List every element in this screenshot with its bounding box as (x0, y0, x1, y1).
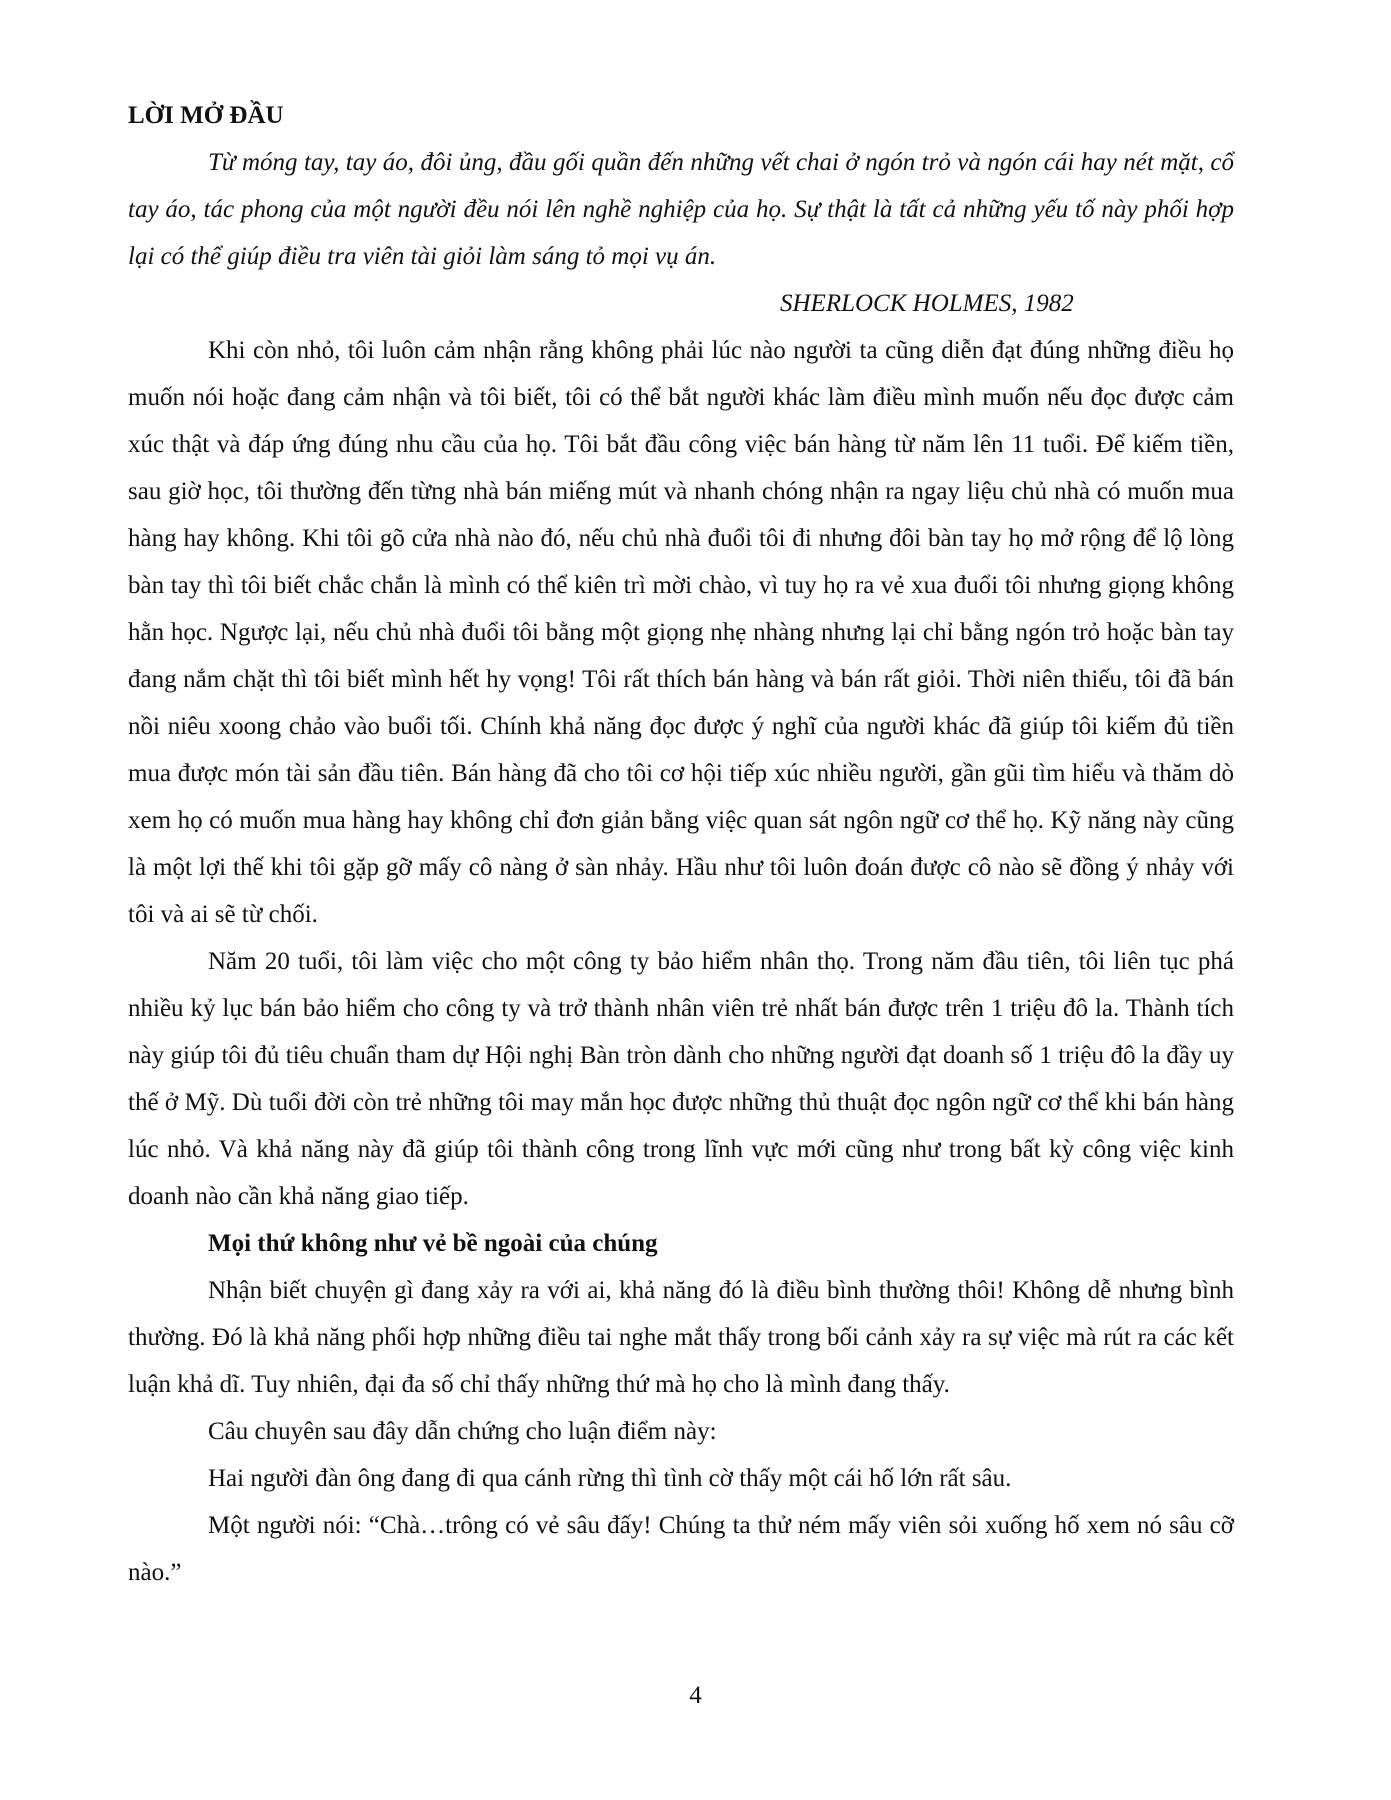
epigraph: Từ móng tay, tay áo, đôi ủng, đầu gối quần đến những vết chai ở ngón trỏ và ngón cái hay nét mặt, cổ tay áo, tác phong của một người đều nói lên nghề nghiệp của họ. Sự thật là tất cả những yếu tố này phối hợp lại có thể giúp điều tra viên tài giỏi làm sáng tỏ mọi vụ án. (128, 149, 1234, 270)
paragraph: Hai người đàn ông đang đi qua cánh rừng thì tình cờ thấy một cái hố lớn rất sâu. (208, 1465, 1012, 1492)
paragraph: Năm 20 tuổi, tôi làm việc cho một công ty bảo hiểm nhân thọ. Trong năm đầu tiên, tôi liên tục phá nhiều kỷ lục bán bảo hiểm cho công ty và trở thành nhân viên trẻ nhất bán được trên 1 triệu đô la. Thành tích này giúp tôi đủ tiêu chuẩn tham dự Hội nghị Bàn tròn dành cho những người đạt doanh số 1 triệu đô la đầy uy thế ở Mỹ. Dù tuổi đời còn trẻ những tôi may mắn học được những thủ thuật đọc ngôn ngữ cơ thể khi bán hàng lúc nhỏ. Và khả năng này đã giúp tôi thành công trong lĩnh vực mới cũng như trong bất kỳ công việc kinh doanh nào cần khả năng giao tiếp. (128, 948, 1234, 1210)
section-heading: LỜI MỞ ĐẦU (128, 102, 284, 129)
subsection-heading: Mọi thứ không như vẻ bề ngoài của chúng (208, 1230, 658, 1257)
page-number: 4 (689, 1682, 702, 1709)
paragraph: Nhận biết chuyện gì đang xảy ra với ai, khả năng đó là điều bình thường thôi! Không dễ nhưng bình thường. Đó là khả năng phối hợp những điều tai nghe mắt thấy trong bối cảnh xảy ra sự việc mà rút ra các kết luận khả dĩ. Tuy nhiên, đại đa số chỉ thấy những thứ mà họ cho là mình đang thấy. (128, 1277, 1234, 1398)
paragraph: Câu chuyên sau đây dẫn chứng cho luận điểm này: (208, 1418, 717, 1445)
paragraph: Một người nói: “Chà…trông có vẻ sâu đấy! Chúng ta thử ném mấy viên sỏi xuống hố xem nó sâu cỡ nào.” (128, 1512, 1234, 1586)
epigraph-attribution: SHERLOCK HOLMES, 1982 (780, 290, 1074, 317)
paragraph: Khi còn nhỏ, tôi luôn cảm nhận rằng không phải lúc nào người ta cũng diễn đạt đúng những điều họ muốn nói hoặc đang cảm nhận và tôi biết, tôi có thể bắt người khác làm điều mình muốn nếu đọc được cảm xúc thật và đáp ứng đúng nhu cầu của họ. Tôi bắt đầu công việc bán hàng từ năm lên 11 tuổi. Để kiếm tiền, sau giờ học, tôi thường đến từng nhà bán miếng mút và nhanh chóng nhận ra ngay liệu chủ nhà có muốn mua hàng hay không. Khi tôi gõ cửa nhà nào đó, nếu chủ nhà đuổi tôi đi nhưng đôi bàn tay họ mở rộng để lộ lòng bàn tay thì tôi biết chắc chắn là mình có thể kiên trì mời chào, vì tuy họ ra vẻ xua đuổi tôi nhưng giọng không hằn học. Ngược lại, nếu chủ nhà đuổi tôi bằng một giọng nhẹ nhàng nhưng lại chỉ bằng ngón trỏ hoặc bàn tay đang nắm chặt thì tôi biết mình hết hy vọng! Tôi rất thích bán hàng và bán rất giỏi. Thời niên thiếu, tôi đã bán nồi niêu xoong chảo vào buổi tối. Chính khả năng đọc được ý nghĩ của người khác đã giúp tôi kiếm đủ tiền mua được món tài sản đầu tiên. Bán hàng đã cho tôi cơ hội tiếp xúc nhiều người, gần gũi tìm hiểu và thăm dò xem họ có muốn mua hàng hay không chỉ đơn giản bằng việc quan sát ngôn ngữ cơ thể họ. Kỹ năng này cũng là một lợi thế khi tôi gặp gỡ mấy cô nàng ở sàn nhảy. Hầu như tôi luôn đoán được cô nào sẽ đồng ý nhảy với tôi và ai sẽ từ chối. (128, 337, 1234, 928)
document-page (128, 92, 1234, 1596)
